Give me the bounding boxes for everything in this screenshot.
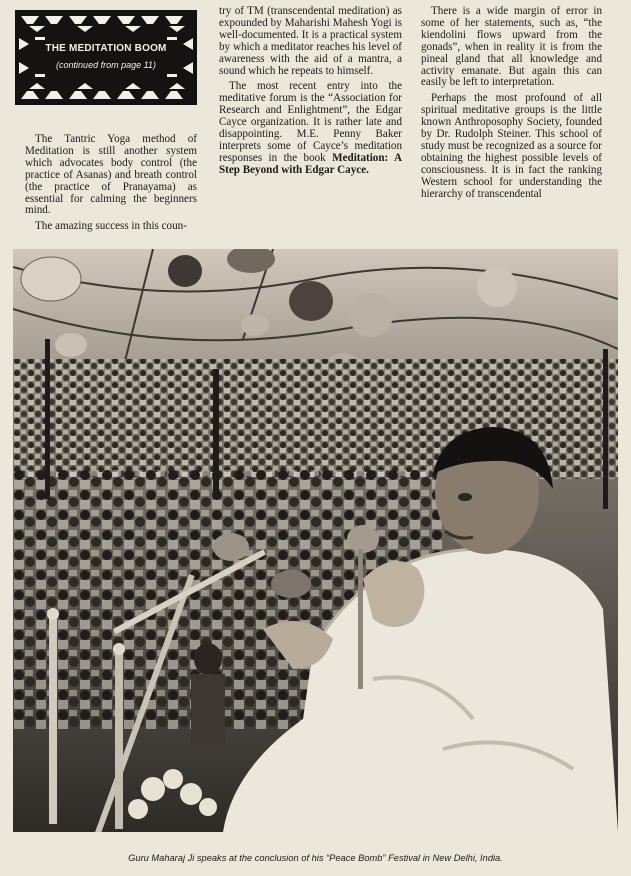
paragraph: Perhaps the most profound of all spiritual meditative groups is the little known Anthroposophy Society, founded by Dr. Rudolph Steiner. This school of study must be recognized as a source for obtaining the highest possible levels of consciousness. It is in fact the ranking Western school for understanding the hierarchy of transcendental [421, 92, 602, 200]
book-title: Meditation: A Step Beyond with Edgar Cayce. [219, 151, 403, 176]
section-subtitle: (continued from page 11) [56, 60, 156, 70]
photograph-speaker-crowd-icon [13, 249, 618, 832]
text-column-3 [421, 6, 602, 205]
text-column-2 [219, 6, 402, 181]
text-column-1 [25, 134, 197, 237]
paragraph: try of TM (transcendental meditation) as expounded by Maharishi Mahesh Yogi is well-documented. It is a practical system by which a meditator reaches his level of awareness with the aid of a mantra, a sound which he repeats to himself. [219, 5, 402, 77]
photo-caption: Guru Maharaj Ji speaks at the conclusion of his “Peace Bomb” Festival in New Delhi, India. [128, 853, 503, 863]
paragraph: There is a wide margin of error in some of her statements, such as, “the kiendolini flows upward from the gonads”, when in reality it is from the pineal gland that all knowledge and activity emanate. But again this can easily be left to interpretation. [421, 5, 602, 89]
section-title: THE MEDITATION BOOM [45, 43, 167, 54]
section-header-badge [15, 10, 197, 105]
paragraph: The amazing success in this coun- [35, 220, 187, 233]
paragraph: The Tantric Yoga method of Meditation is still another system which advocates body control (the practice of Asanas) and breath control (the practice of Pranayama) as essential for calming the beginners mind. [25, 133, 197, 217]
photograph [13, 249, 618, 832]
paragraph [219, 81, 402, 176]
paragraph-text: The most recent entry into the meditative forum is the “Association for Research and Enlightment”, the Edgar Cayce organization. It is rather late and disappointing. M.E. Penny Baker interprets some of Cayce’s meditation responses in the book [219, 80, 402, 164]
